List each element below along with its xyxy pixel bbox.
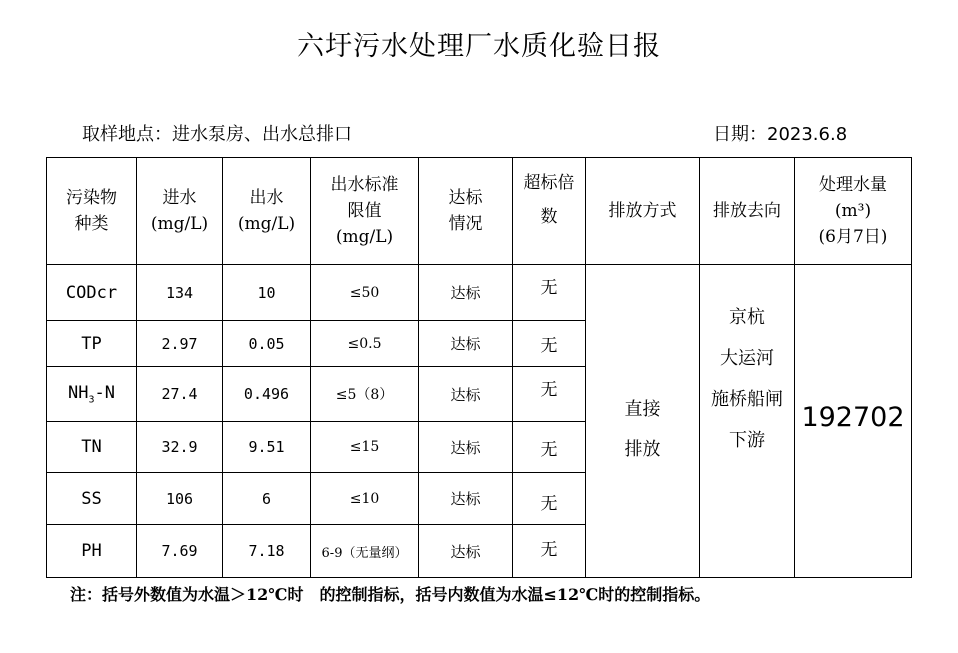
pollutant-name: PH	[47, 525, 137, 578]
outflow-value: 9.51	[223, 422, 311, 473]
treated-volume-cell	[795, 265, 912, 578]
exceed-value: 无	[513, 321, 586, 367]
water-quality-table	[46, 157, 912, 578]
inflow-value: 32.9	[137, 422, 223, 473]
limit-value: ≤15	[311, 422, 419, 473]
status-value: 达标	[419, 265, 513, 321]
header-inflow: 进水 (mg/L)	[137, 158, 223, 265]
report-date: 日期：2023.6.8	[713, 124, 848, 145]
pollutant-name: TN	[47, 422, 137, 473]
outflow-value: 6	[223, 473, 311, 525]
exceed-value: 无	[513, 367, 586, 422]
inflow-value: 27.4	[137, 367, 223, 422]
status-value: 达标	[419, 525, 513, 578]
header-pollutant: 污染物 种类	[47, 158, 137, 265]
pollutant-name: CODcr	[47, 265, 137, 321]
report-title: 六圩污水处理厂水质化验日报	[297, 31, 661, 62]
header-limit: 出水标准 限值 (mg/L)	[311, 158, 419, 265]
pollutant-name: SS	[47, 473, 137, 525]
discharge-method-cell: 直接 排放	[586, 265, 700, 578]
limit-value: ≤50	[311, 265, 419, 321]
pollutant-name: $NH_3-N$	[47, 367, 137, 422]
header-discharge-destination: 排放去向	[700, 158, 795, 265]
header-row	[47, 158, 912, 265]
inflow-value: 7.69	[137, 525, 223, 578]
limit-value: ≤0.5	[311, 321, 419, 367]
exceed-value: 无	[513, 265, 586, 321]
inflow-value: 2.97	[137, 321, 223, 367]
exceed-value: 无	[513, 525, 586, 578]
inflow-value: 134	[137, 265, 223, 321]
status-value: 达标	[419, 321, 513, 367]
status-value: 达标	[419, 473, 513, 525]
header-exceed: 超标倍 数	[513, 158, 586, 265]
inflow-value: 106	[137, 473, 223, 525]
outflow-value: 10	[223, 265, 311, 321]
outflow-value: 0.05	[223, 321, 311, 367]
footnote: 注：括号外数值为水温＞12℃时 的控制指标，括号内数值为水温≤12℃时的控制指标。	[70, 585, 711, 604]
status-value: 达标	[419, 367, 513, 422]
header-outflow: 出水 (mg/L)	[223, 158, 311, 265]
outflow-value: 7.18	[223, 525, 311, 578]
limit-value: ≤10	[311, 473, 419, 525]
exceed-value: 无	[513, 473, 586, 525]
header-status: 达标 情况	[419, 158, 513, 265]
limit-value: 6-9（无量纲）	[311, 525, 419, 578]
table-row	[47, 265, 912, 321]
discharge-destination-cell: 京杭 大运河 施桥船闸 下游	[700, 265, 795, 578]
limit-value: ≤5（8）	[311, 367, 419, 422]
exceed-value: 无	[513, 422, 586, 473]
status-value: 达标	[419, 422, 513, 473]
header-volume: 处理水量 (m³) (6月7日)	[795, 158, 912, 265]
treated-volume-value: 192702	[801, 401, 905, 433]
header-discharge-method: 排放方式	[586, 158, 700, 265]
sampling-location: 取样地点：进水泵房、出水总排口	[82, 124, 352, 145]
pollutant-name: TP	[47, 321, 137, 367]
outflow-value: 0.496	[223, 367, 311, 422]
